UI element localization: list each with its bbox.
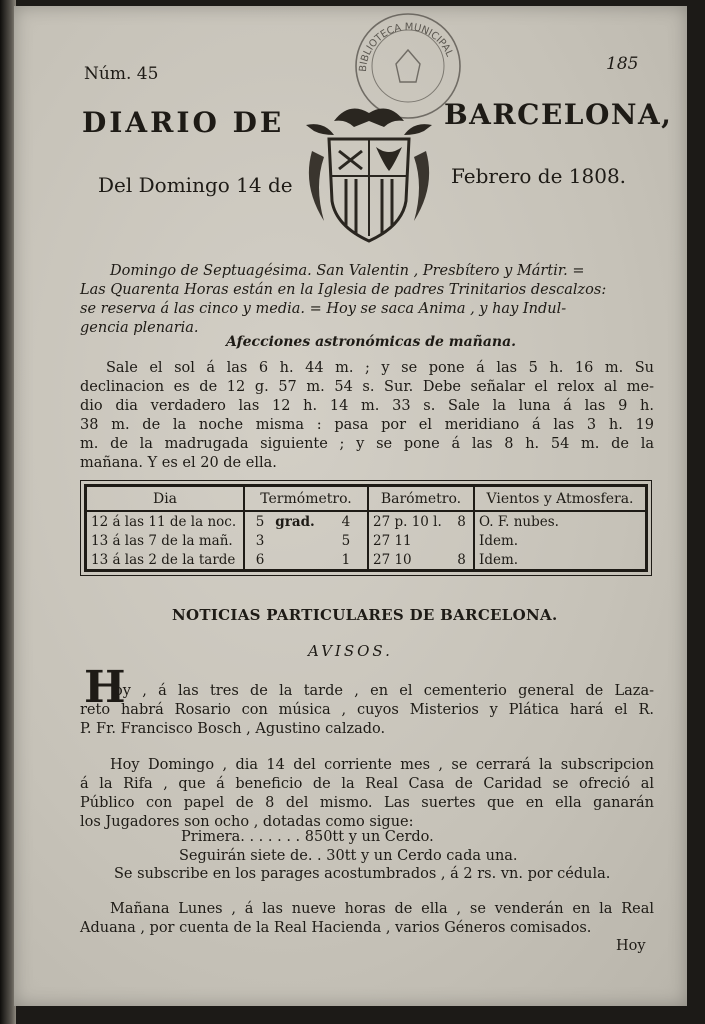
weather-header-row — [86, 486, 647, 512]
barometer-value: 27 p. 10 l. — [373, 513, 442, 530]
notice-line: oy , á las tres de la tarde , en el cementerio general de Laza- — [114, 683, 654, 699]
astronomy-line: mañana. Y es el 20 de ella. — [80, 455, 277, 471]
notice-line: á la Rifa , que á beneficio de la Real Casa de Caridad se ofreció al — [80, 776, 654, 792]
intro-line: gencia plenaria. — [80, 320, 199, 336]
masthead-title-left: DIARIO DE — [82, 106, 285, 139]
notice-line: Hoy Domingo , dia 14 del corriente mes , se cerrará la subscripcion — [110, 757, 654, 773]
intro-line: Las Quarenta Horas están en la Iglesia de padres Trinitarios descalzos: — [80, 282, 607, 298]
cell-winds: Idem. — [474, 531, 647, 550]
thermometer-value: 3 — [255, 532, 265, 549]
intro-line: Domingo de Septuagésima. San Valentin , Presbítero y Mártir. = — [110, 263, 585, 279]
cell-thermometer — [244, 511, 368, 531]
catchword: Hoy — [616, 938, 646, 954]
thermometer-value: 5 — [255, 513, 265, 530]
column-header-thermometer: Termómetro. — [244, 486, 368, 512]
table-row — [86, 531, 647, 550]
cell-winds: Idem. — [474, 550, 647, 571]
thermometer-fraction: 4 — [341, 513, 351, 530]
astronomy-paragraph — [80, 359, 654, 473]
thermometer-fraction: 1 — [341, 551, 351, 568]
page-number: 185 — [606, 54, 639, 74]
notice-line: reto habrá Rosario con música , cuyos Misterios y Plática hará el R. — [80, 702, 654, 718]
notice-rosary — [80, 682, 654, 739]
notice-line: P. Fr. Francisco Bosch , Agustino calzado. — [80, 721, 386, 737]
column-header-barometer: Barómetro. — [368, 486, 474, 512]
table-row — [86, 550, 647, 571]
astronomy-line: 38 m. de la noche misma : pasa por el meridiano á las 3 h. 19 — [80, 417, 654, 433]
barometer-fraction: 8 — [457, 513, 466, 530]
cell-day: 13 á las 7 de la mañ. — [91, 532, 233, 549]
weather-table — [84, 484, 648, 572]
barometer-fraction: 8 — [457, 551, 466, 568]
notice-auction — [80, 900, 654, 938]
news-section-title: NOTICIAS PARTICULARES DE BARCELONA. — [172, 606, 558, 624]
cell-day: 12 á las 11 de la noc. — [91, 513, 237, 530]
barometer-value: 27 11 — [373, 532, 412, 549]
issue-number: Núm. 45 — [84, 64, 159, 84]
thermometer-value: 6 — [255, 551, 265, 568]
astronomy-heading: Afecciones astronómicas de mañana. — [226, 334, 517, 350]
date-left: Del Domingo 14 de — [98, 173, 293, 197]
intro-paragraph — [80, 262, 654, 338]
drop-cap: H — [84, 662, 126, 713]
astronomy-line: m. de la madrugada siguiente ; y se pone á las 8 h. 54 m. de la — [80, 436, 654, 452]
prize-others: Seguirán siete de. . 30tt y un Cerdo cada una. — [179, 848, 518, 864]
thermometer-unit: grad. — [275, 513, 315, 530]
table-row — [86, 511, 647, 531]
notice-line: Público con papel de 8 del mismo. Las suertes que en ella ganarán — [80, 795, 654, 811]
cell-barometer — [368, 511, 474, 531]
newspaper-page — [14, 6, 687, 1006]
notices-heading: AVISOS. — [308, 642, 393, 660]
coat-of-arms-icon — [294, 91, 444, 246]
notice-line: Aduana , por cuenta de la Real Hacienda , varios Géneros comisados. — [80, 920, 592, 936]
barometer-value: 27 10 — [373, 551, 412, 568]
astronomy-line: dio dia verdadero las 12 h. 14 m. 33 s. Sale la luna á las 9 h. — [80, 398, 654, 414]
astronomy-line: declinacion es de 12 g. 57 m. 54 s. Sur. Debe señalar el relox al me- — [80, 379, 654, 395]
cell-barometer — [368, 550, 474, 571]
notice-line: los Jugadores son ocho , dotadas como sigue: — [80, 814, 414, 830]
cell-thermometer — [244, 531, 368, 550]
masthead-title-right: BARCELONA, — [444, 98, 673, 131]
notice-raffle — [80, 756, 654, 832]
column-header-winds: Vientos y Atmosfera. — [474, 486, 647, 512]
stamp-text: BIBLIOTECA MUNICIPAL — [357, 21, 455, 73]
cell-day: 13 á las 2 de la tarde — [91, 551, 236, 568]
intro-line: se reserva á las cinco y media. = Hoy se saca Anima , y hay Indul- — [80, 301, 567, 317]
notice-line: Mañana Lunes , á las nueve horas de ella , se venderán en la Real — [110, 901, 654, 917]
cell-barometer — [368, 531, 474, 550]
prize-first: Primera. . . . . . . 850tt y un Cerdo. — [181, 829, 434, 845]
date-right: Febrero de 1808. — [451, 164, 627, 188]
astronomy-line: Sale el sol á las 6 h. 44 m. ; y se pone á las 5 h. 16 m. Su — [106, 360, 654, 376]
subscription-note: Se subscribe en los parages acostumbrados , á 2 rs. vn. por cédula. — [114, 866, 611, 882]
thermometer-fraction: 5 — [341, 532, 351, 549]
column-header-day: Dia — [86, 486, 245, 512]
cell-thermometer — [244, 550, 368, 571]
cell-winds: O. F. nubes. — [474, 511, 647, 531]
